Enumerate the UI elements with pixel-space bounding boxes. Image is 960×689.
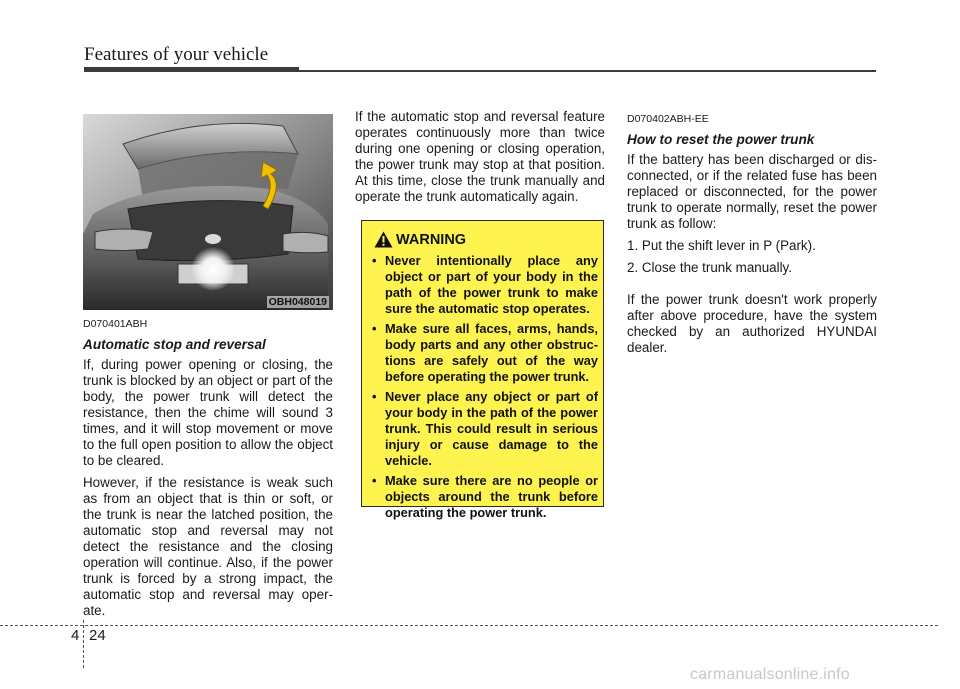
warning-item-text: Make sure there are no people or objects around the trunk before operating the power trunk. [385,473,598,520]
paragraph: If the automatic stop and reversal feature operates continuously more than twice during one opening or closing operation, the power trunk may stop at that position. At this time, close the trunk manually and operate the trunk automatically again. [355,109,605,204]
bullet: • [372,321,377,336]
bullet: • [372,473,377,488]
left-column [83,316,333,625]
header-rule-thick [84,67,299,72]
bullet: • [372,389,377,404]
right-column [627,111,877,362]
section-subhead: Automatic stop and reversal [83,337,266,352]
step-2: 2. Close the trunk manually. [627,260,792,275]
warning-item [370,321,598,385]
warning-item [370,389,598,469]
warning-item [370,473,598,521]
warning-title: WARNING [396,232,467,248]
paragraph: If the power trunk doesn't work properly after above procedure, have the system checked by an authorized HYUNDAI dealer. [627,292,877,355]
warning-box [361,220,604,520]
page-number: 24 [89,627,106,644]
warning-item-text: Never intentionally place any object or part of your body in the path of the power trunk to make sure the automatic stop operates. [385,253,598,316]
footer-divider [83,620,84,668]
figure-label: OBH048019 [268,296,327,308]
bullet: • [372,253,377,268]
trunk-illustration [83,114,333,310]
section-subhead: How to reset the power trunk [627,132,815,147]
trunk-figure [83,114,333,310]
warning-triangle-icon [374,231,393,248]
paragraph: If, during power opening or closing, the trunk is blocked by an object or part of the body, the power trunk will detect the resistance, then the chime will sound 3 times, and it will stop movement or move to the full open position to allow the object to be cleared. [83,357,333,468]
warning-item [370,253,598,317]
warning-list [370,253,598,525]
watermark: carmanualsonline.info [690,666,850,683]
warning-item-text: Never place any object or part of your body in the path of the power trunk. This could result in serious injury or cause damage to the vehicle. [385,389,598,468]
warning-item-text: Make sure all faces, arms, hands, body parts and any other obstruc-tions are safely out of the way before operating the power trunk. [385,321,598,384]
page-header-title: Features of your vehicle [84,44,269,65]
section-number: 4 [71,627,80,644]
paragraph: If the battery has been discharged or dis-connected, or if the related fuse has been replaced or disconnected, for the power trunk to operate normally, reset the power trunk as follow: [627,152,877,231]
section-code: D070402ABH-EE [627,113,709,125]
header-rule-thin [299,70,876,72]
paragraph: However, if the resistance is weak such as from an object that is thin or soft, or the trunk is near the latched position, the automatic stop and reversal may not detect the resistance and the closing operation will continue. Also, if the power trunk is forced by a strong impact, the automatic stop and reversal may oper-ate. [83,475,333,618]
footer-rule [0,625,938,626]
step-1: 1. Put the shift lever in P (Park). [627,238,816,253]
section-code: D070401ABH [83,318,148,330]
middle-column [355,109,605,211]
